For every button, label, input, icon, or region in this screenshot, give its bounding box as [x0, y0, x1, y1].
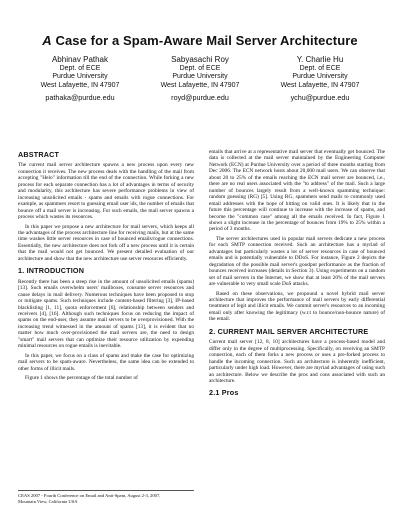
right-paragraph-2: The server architectures used in popular mail servers dedicate a new process for each SMTP connection received. Such an architecture has a myriad of advantages but particularly wastes a lot of server resources in case of bounced emails and is potentially vulnerable to DDoS. For instance, Figure 2 depicts the degradation of the possible mail server's goodput performance as the fraction of bounces received increases (details in Section 3). Using experiments on a random set of mail servers in the Internet, we show that at least 20% of the mail servers are vulnerable to very small scale DoS attacks.: [209, 235, 385, 288]
section-2-1-heading: 2.1 Pros: [209, 388, 239, 398]
abstract-heading: ABSTRACT: [18, 150, 60, 159]
right-column: [209, 149, 385, 401]
title-italic: A: [42, 33, 52, 48]
intro-paragraph-1: Recently there has been a steep rise in the amount of unsolicited emails (spams) [13]. Such emails overwhelm users' mailboxes, consume server resources and cause delays in mail delivery. Numerous techniques have been proposed to stop or mitigate spams. Such techniques include content-based filtering [3], IP-based blacklisting [1, 11], quota enforcement [6], relationship between senders and receivers [4], [16]. Although such techniques focus on reducing the impact of spams on the end-user, they assume mail servers to be overprovisioned. With the increasing trend witnessed in the amount of spams [13], it is evident that no matter how much over-provisioned the mail servers are, the need to design "smart" mail servers that can optimize their resource utilization by expending minimal resources on rogue emails is inevitable.: [18, 278, 194, 350]
author-3: [260, 55, 380, 102]
author-dept: Dept. of ECE: [59, 65, 101, 72]
author-2: [140, 55, 260, 102]
intro-paragraph-3: Figure 1 shows the percentage of the total number of: [25, 375, 138, 382]
left-column: [18, 152, 194, 385]
author-name: Abhinav Pathak: [51, 55, 109, 64]
author-email: pathaka@purdue.edu: [45, 92, 115, 102]
author-email: ychu@purdue.edu: [290, 92, 350, 102]
author-name: Y. Charlie Hu: [296, 55, 344, 64]
abstract-paragraph-2: In this paper we propose a new architecture for mail servers, which keeps all the advantages of the process architecture line for receiving mails, but at the same time washes little server resources in case of bounced emails/rogue connections. Essentially, the new architecture does not fork off a new process until it is certain that the mail would not get bounced. We present detailed evaluation of our architecture and show that the new architecture use server resources efficiently.: [18, 223, 194, 262]
right-paragraph-3: Based on these observations, we propound a novel hybrid mail server architecture that improves the performance of mail servers by early differential treatment of legit and illicit emails. We commit server's resources to an incoming email only after knowing the legitimacy (w.r.t to bounce/non-bounce nature) of the email.: [209, 290, 385, 323]
section-2-heading: 2. CURRENT MAIL SERVER ARCHITECTURE: [209, 326, 369, 336]
author-city: West Lafayette, IN 47907: [160, 81, 240, 89]
title-text: Case for a Spam-Aware Mail Server Architecture: [51, 33, 358, 48]
author-1: [20, 55, 140, 102]
author-city: West Lafayette, IN 47907: [40, 81, 120, 89]
intro-paragraph-2: In this paper, we focus on a class of spams and make the case for optimizing mail servers to be spam-aware. Nevertheless, the same idea can be extended to other forms of illicit mails.: [18, 352, 194, 372]
author-name: Sabyasachi Roy: [171, 55, 229, 64]
paper-title: [0, 33, 400, 48]
author-dept: Dept. of ECE: [299, 65, 341, 72]
author-university: Purdue University: [52, 73, 108, 81]
footnote-line-2: Mountain View, California USA: [18, 498, 78, 504]
author-email: royd@purdue.edu: [171, 92, 229, 102]
footnote-line-1: CEAS 2007 - Fourth Conference on Email and Anti-Spam, August 2-3, 2007,: [18, 493, 161, 498]
author-block: [20, 55, 380, 102]
section-2-paragraph: Current mail server [12, 8, 10] architectures have a process-based model and differ only in the degree of multiprocessing. Specifically, on receiving an SMTP connection, each of them forks a new process or uses a pre-forked process to handle the incoming connection. Such an architecture is inherently inefficient, particularly under high load. However, there are myriad advantages of using such an architecture. Below we describe the pros and cons associated with such an architecture.: [209, 339, 385, 384]
conference-footnote: [18, 490, 194, 504]
abstract-paragraph: The current mail server architecture spawns a new process upon every new connection it receives. The new process deals with the handling of the mail from accepting "Helo" information till the end of the connection. While forking a new process for each separate connection has a lot of advantages in terms of security and modularity, this architecture has severe performance problems in view of increasing unsolicited emails - spams and emails with rogue connections. For example, as spammers resort to guessing email user ids, the number of emails that bounce off a mail server is increasing. For such emails, the mail server spawns a process which wastes its resources.: [18, 162, 194, 221]
author-university: Purdue University: [292, 73, 348, 81]
author-university: Purdue University: [172, 73, 228, 81]
introduction-heading: 1. INTRODUCTION: [18, 266, 85, 276]
right-paragraph-1: emails that arrive at a representative mail server that eventually get bounced. The data is collected at the mail server maintained by the Engineering Computer Network (ECN) at Purdue University over a period of three months starting from Dec 2006. The ECN network hosts about 20,000 mail users. We can observe that about 20 to 25% of the emails reaching the ECN mail server are bounced, i.e., there are no real users associated with the "to address" of the mail. Such a large number of bounces largely result from a well-known spamming technique: random guessing (RG) [5]. Using RG, spammers send mails to commonly used email addresses with the hope of hitting on valid ones. It is likely that in the future this percentage will continue to increase with the increase of spams, and become the "common case" among all the emails received. In fact, Figure 1 shows a slight increase in the percentage of bounces from 19% to 25% within a period of 3 months.: [209, 149, 385, 233]
author-city: West Lafayette, IN 47907: [280, 81, 360, 89]
author-dept: Dept. of ECE: [179, 65, 221, 72]
